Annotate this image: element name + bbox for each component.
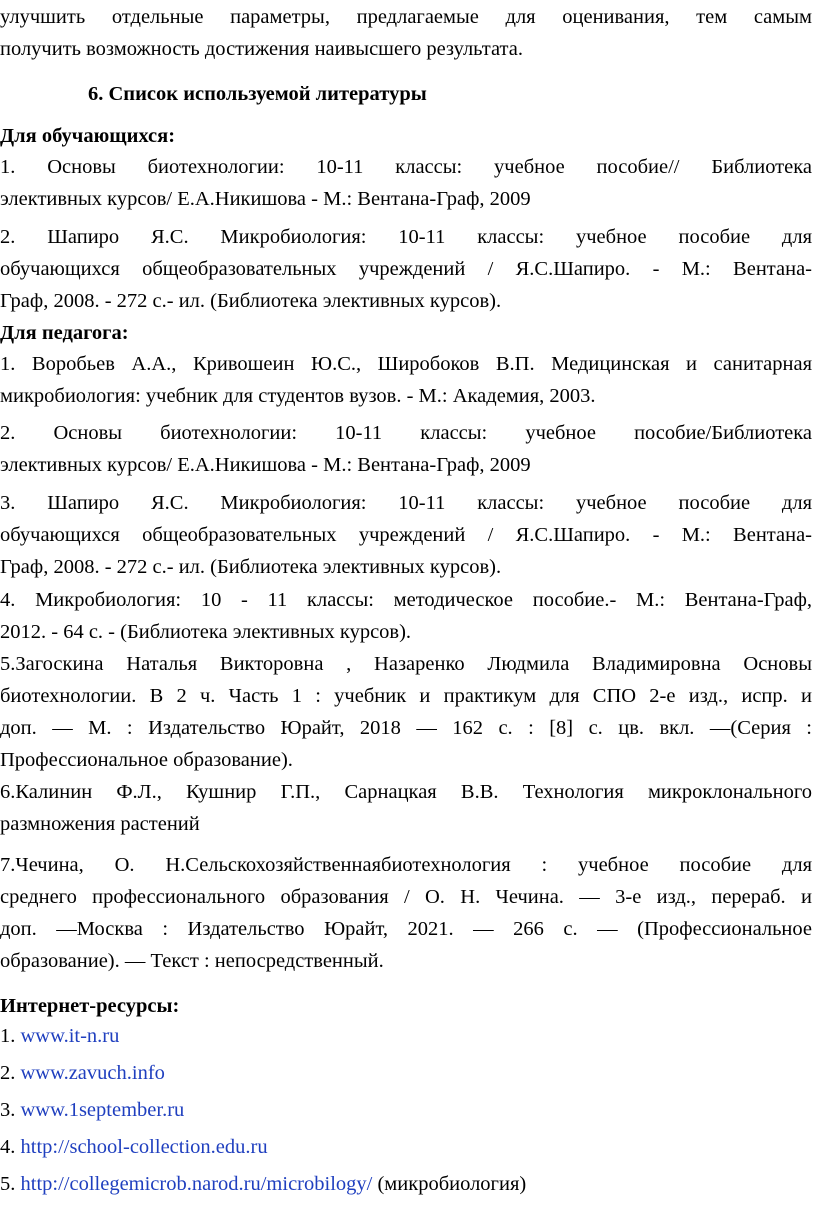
ref-line: образование). — Текст : непосредственный. — [0, 950, 384, 972]
ref-line: Профессиональное образование). — [0, 749, 293, 771]
ref-line: 3. Шапиро Я.С. Микробиология: 10-11 классы: учебное пособие для — [0, 492, 812, 514]
ref-line: элективных курсов/ Е.А.Никишова - М.: Вентана-Граф, 2009 — [0, 454, 531, 476]
students-heading: Для обучающихся: — [0, 125, 176, 147]
ref-line: 2012. - 64 с. - (Библиотека элективных курсов). — [0, 621, 412, 643]
resource-link[interactable]: www.zavuch.info — [20, 1062, 165, 1084]
resource-link[interactable]: http://collegemicrob.narod.ru/microbilogy/ — [20, 1173, 373, 1195]
resource-link[interactable]: www.1september.ru — [20, 1099, 185, 1121]
internet-item-1 — [0, 1020, 812, 1052]
ref-line: доп. — М. : Издательство Юрайт, 2018 — 162 с. : [8] с. цв. вкл. —(Серия : — [0, 717, 812, 739]
section-title: 6. Список используемой литературы — [88, 83, 427, 105]
ref-line: 1. Воробьев А.А., Кривошеин Ю.С., Широбоков В.П. Медицинская и санитарная — [0, 353, 812, 375]
internet-item-5 — [0, 1168, 812, 1200]
teachers-ref-4 — [0, 584, 812, 648]
teachers-ref-1 — [0, 348, 812, 412]
ref-line: 4. Микробиология: 10 - 11 классы: методическое пособие.- М.: Вентана-Граф, — [0, 589, 812, 611]
teachers-heading: Для педагога: — [0, 322, 129, 344]
ref-line: 7.Чечина, О. Н.Сельскохозяйственнаябиотехнология : учебное пособие для — [0, 854, 812, 876]
intro-paragraph — [0, 1, 812, 65]
item-number: 5. — [0, 1173, 21, 1195]
item-number: 2. — [0, 1062, 21, 1084]
ref-line: размножения растений — [0, 813, 200, 835]
ref-line: обучающихся общеобразовательных учреждений / Я.С.Шапиро. - М.: Вентана- — [0, 524, 812, 546]
teachers-ref-2 — [0, 417, 812, 481]
teachers-ref-5 — [0, 648, 812, 776]
item-number: 3. — [0, 1099, 21, 1121]
ref-line: 5.Загоскина Наталья Викторовна , Назаренко Людмила Владимировна Основы — [0, 653, 812, 675]
ref-line: 2. Шапиро Я.С. Микробиология: 10-11 классы: учебное пособие для — [0, 226, 812, 248]
internet-item-3 — [0, 1094, 812, 1126]
ref-line: доп. —Москва : Издательство Юрайт, 2021. — 266 с. — (Профессиональное — [0, 918, 812, 940]
students-ref-1 — [0, 151, 812, 215]
ref-line: Граф, 2008. - 272 с.- ил. (Библиотека элективных курсов). — [0, 556, 502, 578]
internet-item-2 — [0, 1057, 812, 1089]
ref-line: 1. Основы биотехнологии: 10-11 классы: учебное пособие// Библиотека — [0, 156, 812, 178]
ref-line: биотехнологии. В 2 ч. Часть 1 : учебник и практикум для СПО 2-е изд., испр. и — [0, 685, 812, 707]
intro-line: получить возможность достижения наивысшего результата. — [0, 38, 523, 60]
item-number: 4. — [0, 1136, 21, 1158]
ref-line: среднего профессионального образования / О. Н. Чечина. — 3-е изд., перераб. и — [0, 886, 812, 908]
resource-note: (микробиология) — [372, 1173, 527, 1195]
ref-line: Граф, 2008. - 272 с.- ил. (Библиотека элективных курсов). — [0, 290, 502, 312]
teachers-ref-6 — [0, 776, 812, 840]
ref-line: 2. Основы биотехнологии: 10-11 классы: учебное пособие/Библиотека — [0, 422, 812, 444]
item-number: 1. — [0, 1025, 21, 1047]
ref-line: элективных курсов/ Е.А.Никишова - М.: Вентана-Граф, 2009 — [0, 188, 531, 210]
internet-item-4 — [0, 1131, 812, 1163]
intro-line: улучшить отдельные параметры, предлагаемые для оценивания, тем самым — [0, 6, 812, 28]
ref-line: обучающихся общеобразовательных учреждений / Я.С.Шапиро. - М.: Вентана- — [0, 258, 812, 280]
internet-heading: Интернет-ресурсы: — [0, 995, 180, 1017]
ref-line: микробиология: учебник для студентов вузов. - М.: Академия, 2003. — [0, 385, 596, 407]
resource-link[interactable]: http://school-collection.edu.ru — [20, 1136, 268, 1158]
ref-line: 6.Калинин Ф.Л., Кушнир Г.П., Сарнацкая В.В. Технология микроклонального — [0, 781, 812, 803]
students-ref-2 — [0, 221, 812, 317]
teachers-ref-3 — [0, 487, 812, 583]
resource-link[interactable]: www.it-n.ru — [20, 1025, 120, 1047]
teachers-ref-7 — [0, 849, 812, 977]
